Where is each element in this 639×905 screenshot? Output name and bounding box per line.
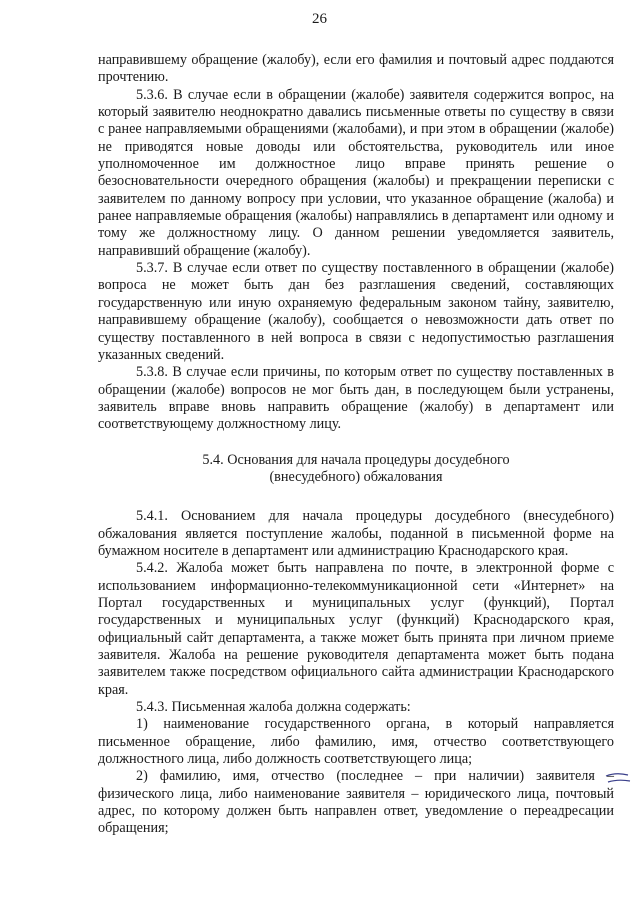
- paragraph: 5.3.6. В случае если в обращении (жалобе) заявителя содержится вопрос, на который заявителю неоднократно давались письменные ответы по существу в связи с ранее направляемыми обращениями (жалобами), и при этом в обращении (жалобе) не приводятся новые доводы или обстоятельства, руководитель или иное уполномоченное им должностное лицо вправе принять решение о безосновательности очередного обращения (жалобы) и прекращении переписки с заявителем по данному вопросу при условии, что указанное обращение (жалоба) и ранее направляемые обращения (жалобы) направлялись в департамент или одному и тому же должностному лицу. О данном решении уведомляется заявитель, направивший обращение (жалобу).: [98, 86, 614, 259]
- paragraph: 5.4.1. Основанием для начала процедуры досудебного (внесудебного) обжалования является поступление жалобы, поданной в письменной форме на бумажном носителе в департамент или администрацию Краснодарского края.: [98, 508, 614, 559]
- paragraph: 5.3.8. В случае если причины, по которым ответ по существу поставленных в обращении (жалобе) вопросов не мог быть дан, в последующем были устранены, заявитель вправе вновь направить обращение (жалобу) в департамент или соответствующему должностному лицу.: [98, 364, 614, 433]
- section-heading: [98, 452, 614, 487]
- paragraph: направившему обращение (жалобу), если его фамилия и почтовый адрес поддаются прочтению.: [98, 52, 614, 86]
- handwritten-mark-icon: [604, 768, 638, 788]
- document-body: [98, 52, 614, 838]
- section-heading-line: (внесудебного) обжалования: [269, 468, 443, 485]
- paragraph: 2) фамилию, имя, отчество (последнее – при наличии) заявителя – физического лица, либо наименование заявителя – юридического лица, почтовый адрес, по которому должен быть направлен ответ, уведомление о переадресации обращения;: [98, 768, 614, 837]
- page-number: 26: [312, 11, 327, 27]
- paragraph: 5.4.3. Письменная жалоба должна содержать:: [136, 699, 411, 716]
- paragraph: 5.3.7. В случае если ответ по существу поставленного в обращении (жалобе) вопроса не может быть дан без разглашения сведений, составляющих государственную или иную охраняемую федеральным законом тайну, заявителю, направившему обращение (жалобу), сообщается о невозможности дать ответ по существу поставленного в ней вопроса в связи с недопустимостью разглашения указанных сведений.: [98, 260, 614, 363]
- section-heading-line: 5.4. Основания для начала процедуры досудебного: [202, 451, 510, 468]
- paragraph: 5.4.2. Жалоба может быть направлена по почте, в электронной форме с использованием информационно-телекоммуникационной сети «Интернет» на Портал государственных и муниципальных услуг (функций), Портал государственных и муниципальных услуг (функций) Краснодарского края, официальный сайт департамента, а также может быть принята при личном приеме заявителя. Жалоба на решение руководителя департамента может быть подана заявителем также посредством официального сайта администрации Краснодарского края.: [98, 560, 614, 698]
- paragraph: 1) наименование государственного органа, в который направляется письменное обращение, либо фамилию, имя, отчество соответствующего должностного лица, либо должность соответствующего лица;: [98, 716, 614, 768]
